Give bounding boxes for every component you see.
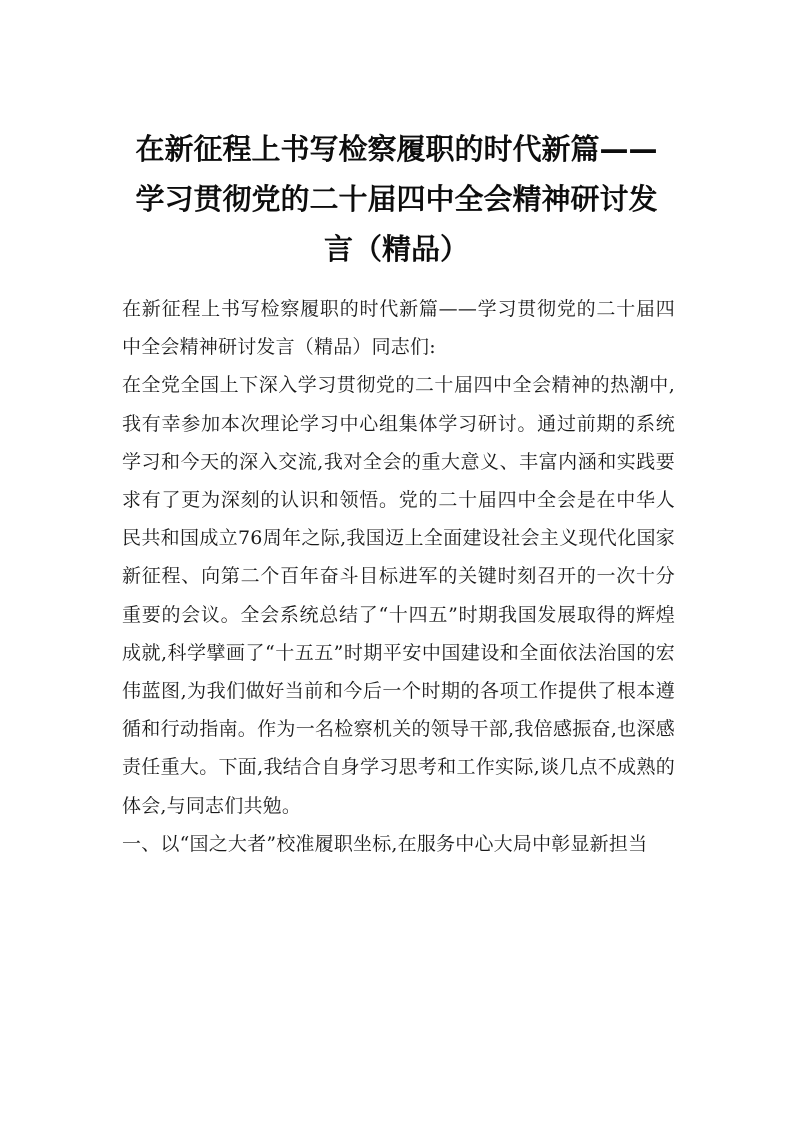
document-body xyxy=(122,290,675,863)
title-line-1: 在新征程上书写检察履职的时代新篇—— xyxy=(135,132,658,166)
body-paragraph: 在全党全国上下深入学习贯彻党的二十届四中全会精神的热潮中,我有幸参加本次理论学习中心组集体学习研讨。通过前期的系统学习和今天的深入交流,我对全会的重大意义、丰富内涵和实践要求有了更为深刻的认识和领悟。党的二十届四中全会是在中华人民共和国成立76周年之际,我国迈上全面建设社会主义现代化国家新征程、向第二个百年奋斗目标进军的关键时刻召开的一次十分重要的会议。全会系统总结了“十四五”时期我国发展取得的辉煌成就,科学擘画了“十五五”时期平安中国建设和全面依法治国的宏伟蓝图,为我们做好当前和今后一个时期的各项工作提供了根本遵循和行动指南。作为一名检察机关的领导干部,我倍感振奋,也深感责任重大。下面,我结合自身学习思考和工作实际,谈几点不成熟的体会,与同志们共勉。 xyxy=(122,374,675,817)
document-title xyxy=(110,124,683,274)
intro-paragraph: 在新征程上书写检察履职的时代新篇——学习贯彻党的二十届四中全会精神研讨发言（精品）同志们: xyxy=(122,298,675,359)
title-line-3: 言（精品） xyxy=(323,232,469,266)
title-line-2: 学习贯彻党的二十届四中全会精神研讨发 xyxy=(135,182,658,216)
section-heading-1: 一、以“国之大者”校准履职坐标,在服务中心大局中彰显新担当 xyxy=(122,832,648,855)
